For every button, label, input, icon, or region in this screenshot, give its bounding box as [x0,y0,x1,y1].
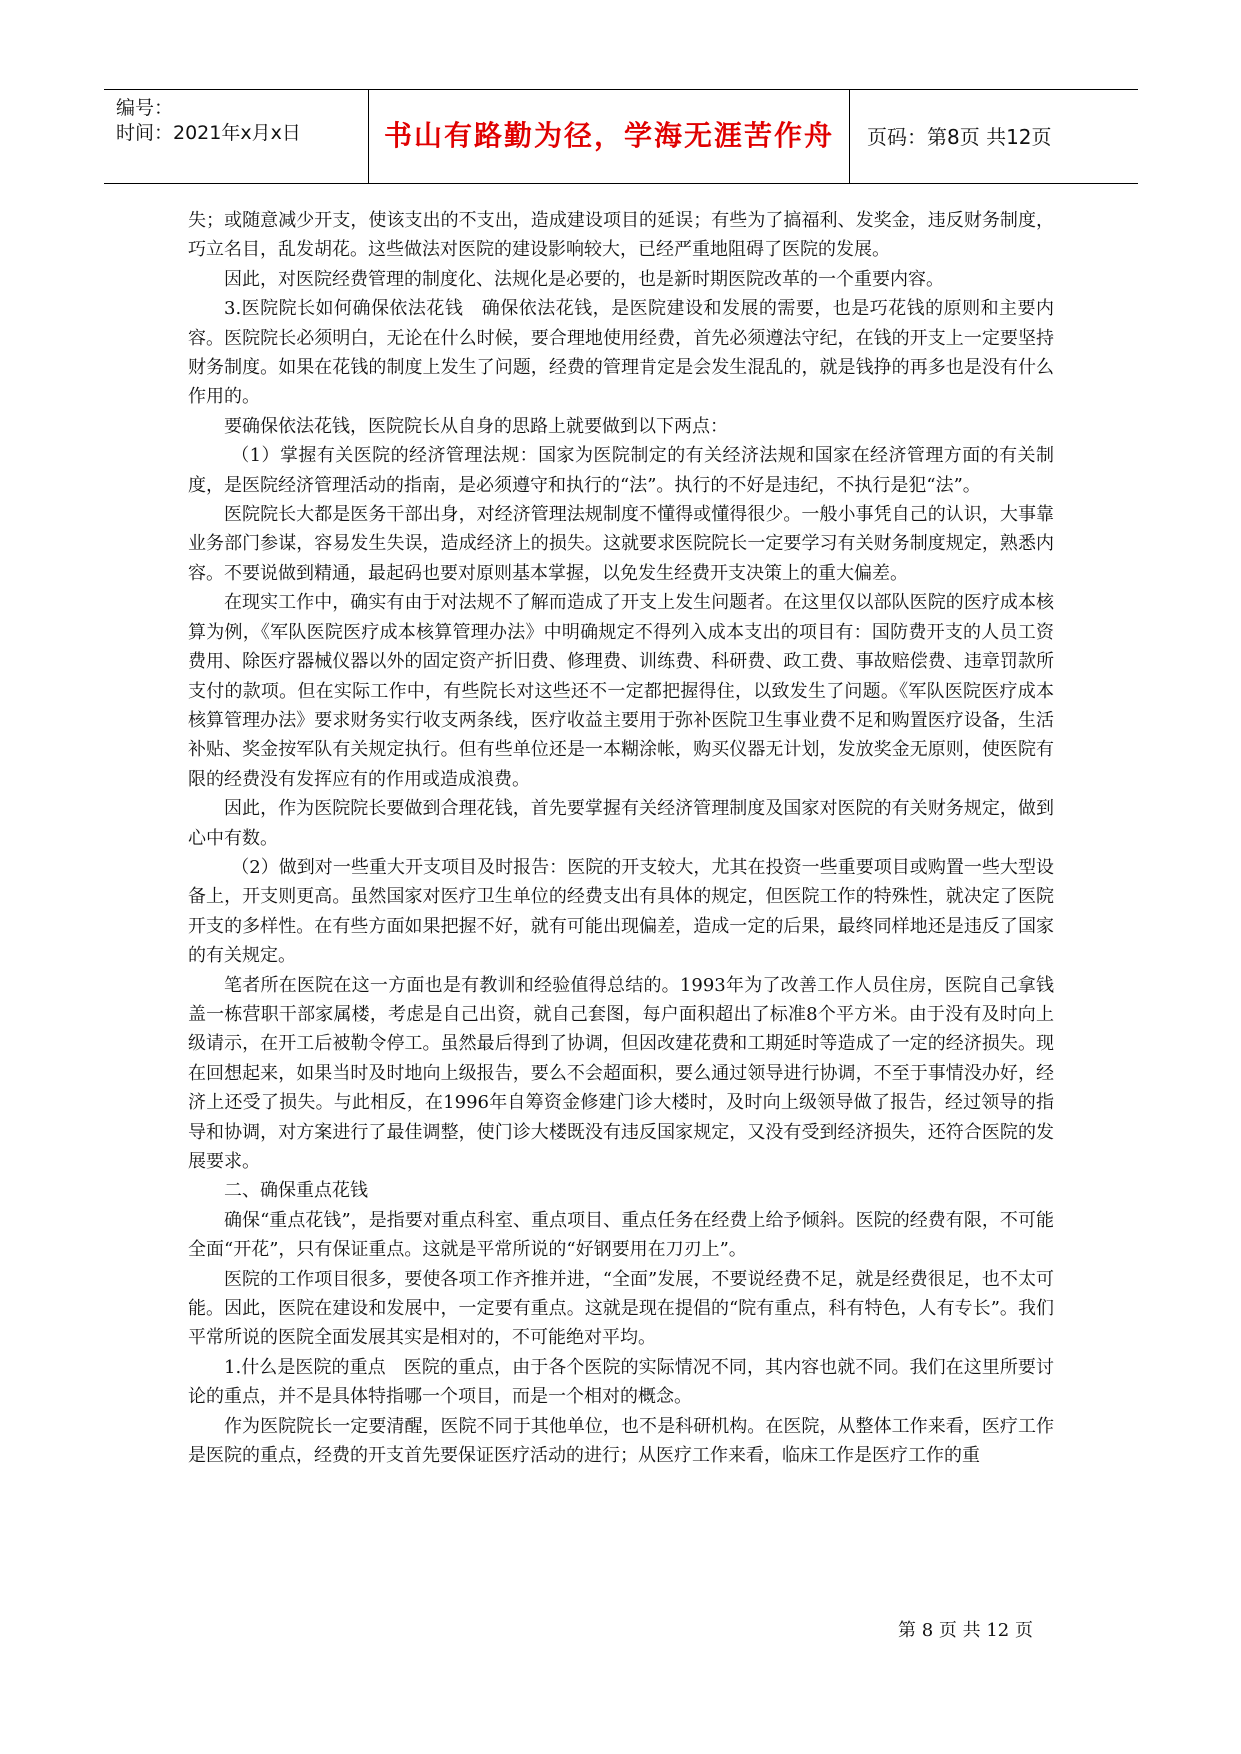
header-motto: 书山有路勤为径，学海无涯苦作舟 [383,119,834,152]
page-footer: 第 8 页 共 12 页 [898,1620,1033,1641]
section-heading: 二、确保重点花钱 [224,1180,368,1202]
document-time-label: 时间：2021年x月x日 [116,122,301,144]
header-page-number: 页码：第8页 共12页 [867,125,1052,149]
paragraph: 医院的工作项目很多，要使各项工作齐推并进，“全面”发展，不要说经费不足，就是经费很足，也不太可能。因此，医院在建设和发展中，一定要有重点。这就是现在提倡的“院有重点，科有特色，人有专长”。我们平常所说的医院全面发展其实是相对的，不可能绝对平均。 [188,1268,1054,1349]
paragraph: 3.医院院长如何确保依法花钱 确保依法花钱，是医院建设和发展的需要，也是巧花钱的原则和主要内容。医院院长必须明白，无论在什么时候，要合理地使用经费，首先必须遵法守纪，在钱的开支上一定要坚持财务制度。如果在花钱的制度上发生了问题，经费的管理肯定是会发生混乱的，就是钱挣的再多也是没有什么作用的。 [188,298,1054,408]
paragraph: 要确保依法花钱，医院院长从自身的思路上就要做到以下两点： [224,415,728,437]
header-left-cell [104,90,368,183]
document-number-label: 编号： [116,97,174,119]
paragraph: 作为医院院长一定要清醒，医院不同于其他单位，也不是科研机构。在医院，从整体工作来看，医疗工作是医院的重点，经费的开支首先要保证医疗活动的进行；从医疗工作来看，临床工作是医疗工作的重 [188,1415,1054,1467]
header-motto-cell [368,90,850,183]
paragraph: 因此，对医院经费管理的制度化、法规化是必要的，也是新时期医院改革的一个重要内容。 [224,268,944,290]
paragraph: 确保“重点花钱”，是指要对重点科室、重点项目、重点任务在经费上给予倾斜。医院的经费有限，不可能全面“开花”，只有保证重点。这就是平常所说的“好钢要用在刀刃上”。 [188,1209,1054,1261]
paragraph: 医院院长大都是医务干部出身，对经济管理法规制度不懂得或懂得很少。一般小事凭自己的认识，大事靠业务部门参谋，容易发生失误，造成经济上的损失。这就要求医院院长一定要学习有关财务制度规定，熟悉内容。不要说做到精通，最起码也要对原则基本掌握，以免发生经费开支决策上的重大偏差。 [188,504,1054,584]
header-right-cell [849,90,1138,183]
paragraph: 在现实工作中，确实有由于对法规不了解而造成了开支上发生问题者。在这里仅以部队医院的医疗成本核算为例，《军队医院医疗成本核算管理办法》中明确规定不得列入成本支出的项目有：国防费开支的人员工资费用、除医疗器械仪器以外的固定资产折旧费、修理费、训练费、科研费、政工费、事故赔偿费、违章罚款所支付的款项。但在实际工作中，有些院长对这些还不一定都把握得住，以致发生了问题。《军队医院医疗成本核算管理办法》要求财务实行收支两条线，医疗收益主要用于弥补医院卫生事业费不足和购置医疗设备，生活补贴、奖金按军队有关规定执行。但有些单位还是一本糊涂帐，购买仪器无计划，发放奖金无原则，使医院有限的经费没有发挥应有的作用或造成浪费。 [188,592,1054,790]
paragraph: 1.什么是医院的重点 医院的重点，由于各个医院的实际情况不同，其内容也就不同。我们在这里所要讨论的重点，并不是具体特指哪一个项目，而是一个相对的概念。 [188,1356,1054,1408]
page-header [104,89,1138,184]
paragraph: 失；或随意减少开支，使该支出的不支出，造成建设项目的延误；有些为了搞福利、发奖金，违反财务制度，巧立名目，乱发胡花。这些做法对医院的建设影响较大，已经严重地阻碍了医院的发展。 [188,210,1054,261]
paragraph: （1）掌握有关医院的经济管理法规：国家为医院制定的有关经济法规和国家在经济管理方面的有关制度，是医院经济管理活动的指南，是必须遵守和执行的“法”。执行的不好是违纪，不执行是犯“法”。 [188,445,1054,496]
paragraph: 因此，作为医院院长要做到合理花钱，首先要掌握有关经济管理制度及国家对医院的有关财务规定，做到心中有数。 [188,798,1054,849]
document-body [188,206,1054,1470]
paragraph: 笔者所在医院在这一方面也是有教训和经验值得总结的。1993年为了改善工作人员住房，医院自己拿钱盖一栋营职干部家属楼，考虑是自己出资，就自己套图，每户面积超出了标准8个平方米。由于没有及时向上级请示，在开工后被勒令停工。虽然最后得到了协调，但因改建花费和工期延时等造成了一定的经济损失。现在回想起来，如果当时及时地向上级报告，要么不会超面积，要么通过领导进行协调，不至于事情没办好，经济上还受了损失。与此相反，在1996年自筹资金修建门诊大楼时，及时向上级领导做了报告，经过领导的指导和协调，对方案进行了最佳调整，使门诊大楼既没有违反国家规定，又没有受到经济损失，还符合医院的发展要求。 [188,974,1054,1172]
paragraph: （2）做到对一些重大开支项目及时报告：医院的开支较大，尤其在投资一些重要项目或购置一些大型设备上，开支则更高。虽然国家对医疗卫生单位的经费支出有具体的规定，但医院工作的特殊性，就决定了医院开支的多样性。在有些方面如果把握不好，就有可能出现偏差，造成一定的后果，最终同样地还是违反了国家的有关规定。 [188,856,1054,967]
